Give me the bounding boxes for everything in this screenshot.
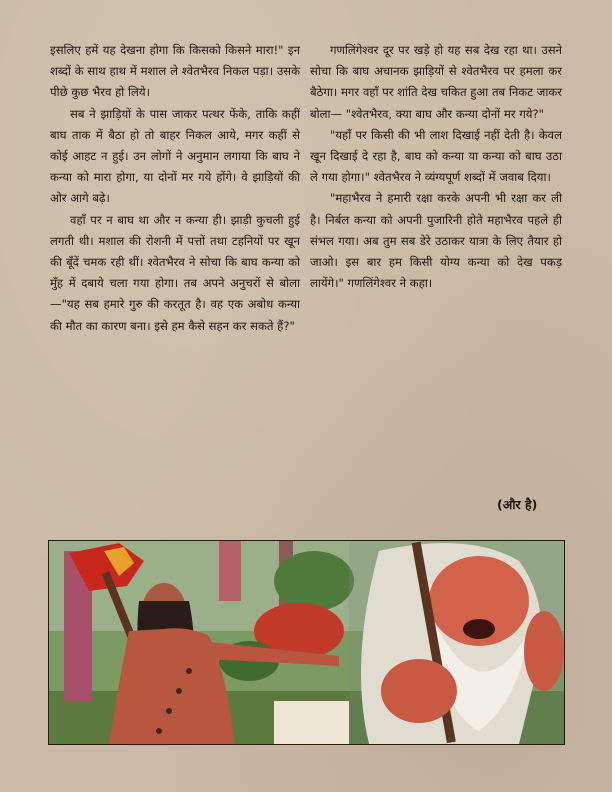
- story-paragraph: "महाभैरव ने हमारी रक्षा करके अपनी भी रक्षा कर ली है। निर्बल कन्या को अपनी पुजारिनी होते महाभैरव पहले ही संभल गया। अब तुम सब डेरे उठाकर यात्रा के लिए तैयार हो जाओ। इस बार हम किसी योग्य कन्या को देख पकड़ लायेंगे।" गणलिंगेश्वर ने कहा।: [310, 191, 562, 291]
- story-paragraph: इसलिए हमें यह देखना होगा कि किसको किसने मारा!" इन शब्दों के साथ हाथ में मशाल ले श्वेतभैरव निकल पड़ा। उसके पीछे कुछ भैरव हो लिये।: [50, 43, 300, 100]
- story-paragraph: "यहाँ पर किसी की भी लाश दिखाई नहीं देती है। केवल खून दिखाई दे रहा है, बाघ को कन्या या कन्या को बाघ उठा ले गया होगा।" श्वेतभैरव ने व्यंग्यपूर्ण शब्दों में जवाब दिया।: [310, 127, 562, 185]
- bush: [274, 551, 354, 611]
- story-paragraph: गणलिंगेश्वर दूर पर खड़े हो यह सब देख रहा था। उसने सोचा कि बाघ अचानक झाड़ियों से श्वेतभैरव पर हमला कर बैठेगा। मगर वहाँ पर शांति देख चकित हुआ तब निकट जाकर बोला— "श्वेतभैरव, क्या बाघ और कन्या दोनों मर गये?": [310, 43, 562, 121]
- story-illustration: [48, 540, 565, 745]
- story-column-left: [50, 40, 300, 337]
- story-paragraph: वहाँ पर न बाघ था और न कन्या ही। झाड़ी कुचली हुई लगती थी। मशाल की रोशनी में पत्तों तथा टहनियों पर खून की बूँदें चमक रही थीं। श्वेतभैरव ने सोचा कि बाघ कन्या को मुँह में दबाये चला गया होगा। तब अपने अनुचरों से बोला—"यह सब हमारे गुरु की करतूत है। वह एक अबोध कन्या की मौत का कारण बना। इसे हम कैसे सहन कर सकते हैं?": [50, 212, 300, 333]
- story-paragraph: सब ने झाड़ियों के पास जाकर पत्थर फेंके, ताकि कहीं बाघ ताक में बैठा हो तो बाहर निकल आये, मगर कहीं से कोई आहट न हुई। उन लोगों ने अनुमान लगाया कि बाघ ने कन्या को मारा होगा, या दोनों मर गये होंगे। वे झाड़ियों की ओर आगे बढ़े।: [50, 106, 300, 206]
- illustration-scene: [49, 541, 564, 744]
- continued-marker: (और है): [497, 497, 538, 512]
- story-column-right: [310, 40, 562, 294]
